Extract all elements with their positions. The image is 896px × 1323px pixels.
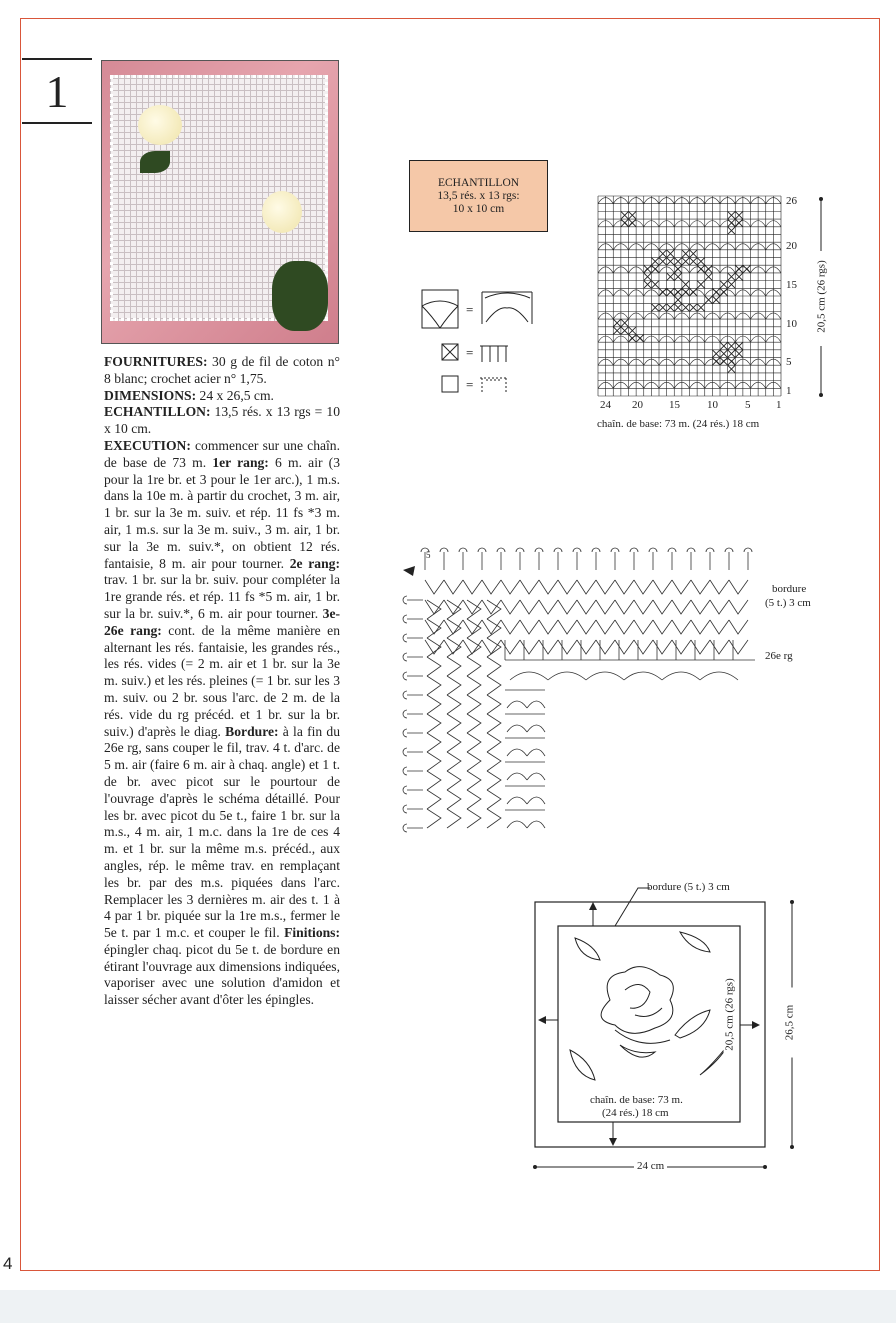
filled-cell [667,258,675,266]
filled-cell [690,258,698,266]
filled-cell [728,219,736,227]
filled-cell [728,281,736,289]
filled-cell [728,273,736,281]
filled-cell [743,265,751,273]
filled-cell [644,281,652,289]
filled-cell [705,273,713,281]
finitions-label: Finitions: [284,925,340,941]
schematic-base-line2: (24 rés.) 18 cm [602,1107,669,1119]
filled-cell [728,211,736,219]
filled-cell [697,281,705,289]
schematic-height-outer: 26,5 cm [784,988,797,1058]
leaf-image [140,151,170,173]
filled-cell [667,288,675,296]
echantillon-label: ECHANTILLON: [104,404,211,420]
rang3-label: 3e-26e rang: [104,605,340,638]
schematic-bordure-label: bordure (5 t.) 3 cm [647,881,730,893]
border-start-mark: 5 [426,550,431,560]
filled-cell [621,327,629,335]
filled-cell [613,327,621,335]
filled-cell [674,304,682,312]
grid-col-label-5: 5 [745,399,751,411]
bordure-label: Bordure: [225,723,279,739]
execution-text-1: commencer sur une chaîn. de base de 73 m. [104,437,340,470]
echantillon-box-line3: 10 x 10 cm [452,203,505,215]
grid-row-label-5: 5 [786,356,792,368]
filled-cell [636,334,644,342]
filled-cell [651,265,659,273]
chapter-rule-top [22,58,92,60]
filled-cell [728,227,736,235]
filled-cell [720,358,728,366]
filled-cell [735,211,743,219]
filled-cell [705,265,713,273]
filled-cell [735,342,743,350]
filled-cell [690,250,698,258]
filled-cell [621,219,629,227]
echantillon-box-line2: 13,5 rés. x 13 rgs: [437,190,520,202]
filled-cell [735,265,743,273]
legend-eq-2: = [466,345,474,360]
filled-cell [728,342,736,350]
page-number: 4 [3,1254,13,1273]
filled-cell [629,211,637,219]
echantillon-box-title: ECHANTILLON [437,177,520,189]
filled-cell [712,296,720,304]
leaves-image [272,261,328,331]
chapter-rule-bottom [22,122,92,124]
execution-text-6: épingler chaq. picot du 5e t. de bordure en étirant l'ouvrage aux dimensions indiquées, vaporiser avec une solution d'amidon et laisser sécher avant d'ôter les épingles. [104,941,340,1008]
instructions-text [104,354,340,1009]
filled-cell [651,258,659,266]
execution-text-4: cont. de la même manière en alternant les rés. fantaisie, les grandes rés., les rés. vides (= 2 m. air et 1 br. sur la 3e m. suiv.) et les rés. pleines (= 1 br. sur les 3 m. suiv. ou 2 br. sous l'arc. de 2 m. de la rés. vide du rg précéd. et 1 br. sur la br. suiv.) d'après le diag. [104,622,340,739]
rang1-label: 1er rang: [212,454,269,470]
filled-cell [667,250,675,258]
rose-image-2 [262,191,302,233]
filled-cell [690,288,698,296]
filled-cell [674,296,682,304]
grid-base-label: chaîn. de base: 73 m. (24 rés.) 18 cm [597,418,760,430]
filled-cell [682,288,690,296]
filled-cell [697,304,705,312]
filled-cell [667,304,675,312]
filled-cell [735,219,743,227]
schematic-diagram [530,880,800,1180]
filled-cell [682,281,690,289]
filled-cell [613,319,621,327]
filled-cell [621,319,629,327]
filled-cell [659,288,667,296]
grid-row-label-1: 1 [786,385,792,397]
grid-row-label-20: 20 [786,240,797,252]
border-label-rg: 26e rg [765,650,793,662]
grid-row-label-15: 15 [786,279,797,291]
filled-cell [735,273,743,281]
grid-col-label-15: 15 [669,399,680,411]
filled-cell [674,288,682,296]
filled-cell [659,304,667,312]
filled-cell [667,273,675,281]
filled-cell [682,304,690,312]
grid-col-label-24: 24 [600,399,611,411]
filled-cell [690,304,698,312]
schematic-height-inner: 20,5 cm (26 rgs) [724,965,737,1065]
legend-eq-1: = [466,302,474,317]
execution-text-5: à la fin du 26e rg, sans couper le fil, trav. 4 t. d'arc. de 5 m. air (faire 6 m. air à chaq. angle) et 1 t. de br. avec picot sur le pourtour de l'ouvrage d'après le schéma détaillé. Pour les br. avec picot du 5e t., faire 1 br. sur la m.s., 4 m. air, 1 m.c. dans la 1re de ces 4 m. et 1 br. sur la même m.s. précéd., aux angles, rép. le même trav. en remplaçant les br. par des m.s. piquées dans l'arc. Remplacer les 3 dernières m. air des t. 1 à 4 par 1 br. piquée sur la 1re m.s., fermer le 5e t. par 1 m.c. et couper le fil. [104,723,340,941]
filled-cell [705,296,713,304]
filled-cell [644,265,652,273]
filled-cell [651,304,659,312]
filled-cell [659,250,667,258]
grid-row-label-26: 26 [786,195,797,207]
filled-cell [629,334,637,342]
dimensions-label: DIMENSIONS: [104,387,197,403]
filled-cell [621,211,629,219]
execution-text-3: trav. 1 br. sur la br. suiv. pour compléter la 1re grande rés. et rép. 11 fs *5 m. air, 1 br. sur la br. suiv.*, 6 m. air pour tourner. [104,572,340,621]
filled-cell [629,327,637,335]
rose-image-1 [138,105,182,145]
filled-cell [735,350,743,358]
legend-symbols [420,286,535,401]
filled-cell [659,258,667,266]
bottom-band [0,1290,896,1323]
fournitures-label: FOURNITURES: [104,354,208,369]
filled-cell [674,273,682,281]
product-photo [101,60,339,344]
grid-col-label-10: 10 [707,399,718,411]
filled-cell [674,258,682,266]
filled-cell [712,358,720,366]
filled-cell [712,350,720,358]
grid-col-label-1: 1 [776,399,782,411]
schematic-width-label: 24 cm [634,1160,667,1173]
filled-cell [697,265,705,273]
dimensions-text: 24 x 26,5 cm. [196,387,274,403]
border-label-bordure: bordure [772,583,807,595]
filled-cell [697,258,705,266]
grid-row-label-10: 10 [786,318,797,330]
filled-cell [728,365,736,373]
filled-cell [720,288,728,296]
filled-cell [651,281,659,289]
filled-cell [728,358,736,366]
filled-cell [682,258,690,266]
schematic-base-line1: chaîn. de base: 73 m. [590,1094,683,1106]
echantillon-box [409,160,548,232]
filled-cell [720,281,728,289]
grid-col-label-20: 20 [632,399,643,411]
execution-text-2: 6 m. air (3 pour la 1re br. et 3 pour le 1er arc.), 1 m.s. dans la 10e m. à partir du crochet, 3 m. air, 1 br. sur la 3e m. suiv. et rép. 11 fs *3 m. air, 1 m.s. sur la 3e m. suiv., 3 m. air, 1 br. sur la 3e m. suiv.*, on obtient 12 rés. fantaisie, 8 m. air pour tourner. [104,454,341,571]
filled-cell [682,250,690,258]
filled-cell [720,350,728,358]
fournitures-text: 30 g de fil de coton n° 8 blanc; crochet acier n° 1,75. [104,354,340,386]
filled-cell [674,265,682,273]
filled-cell [712,288,720,296]
chapter-number: 1 [45,66,69,117]
filled-cell [728,350,736,358]
filet-grid-chart [598,196,783,398]
legend-arc-cell-icon [422,290,458,328]
legend-eq-3: = [466,377,474,392]
echantillon-text: 13,5 rés. x 13 rgs = 10 x 10 cm. [104,404,340,437]
legend-empty-cell-icon [442,376,458,392]
filled-cell [720,342,728,350]
border-detail-chart [395,540,775,840]
filled-cell [644,273,652,281]
grid-side-label: 20,5 cm (26 rgs) [815,260,828,333]
border-label-bordure2: (5 t.) 3 cm [765,597,811,609]
filled-cell [629,219,637,227]
rang2-label: 2e rang: [289,555,340,571]
execution-label: EXECUTION: [104,437,191,453]
